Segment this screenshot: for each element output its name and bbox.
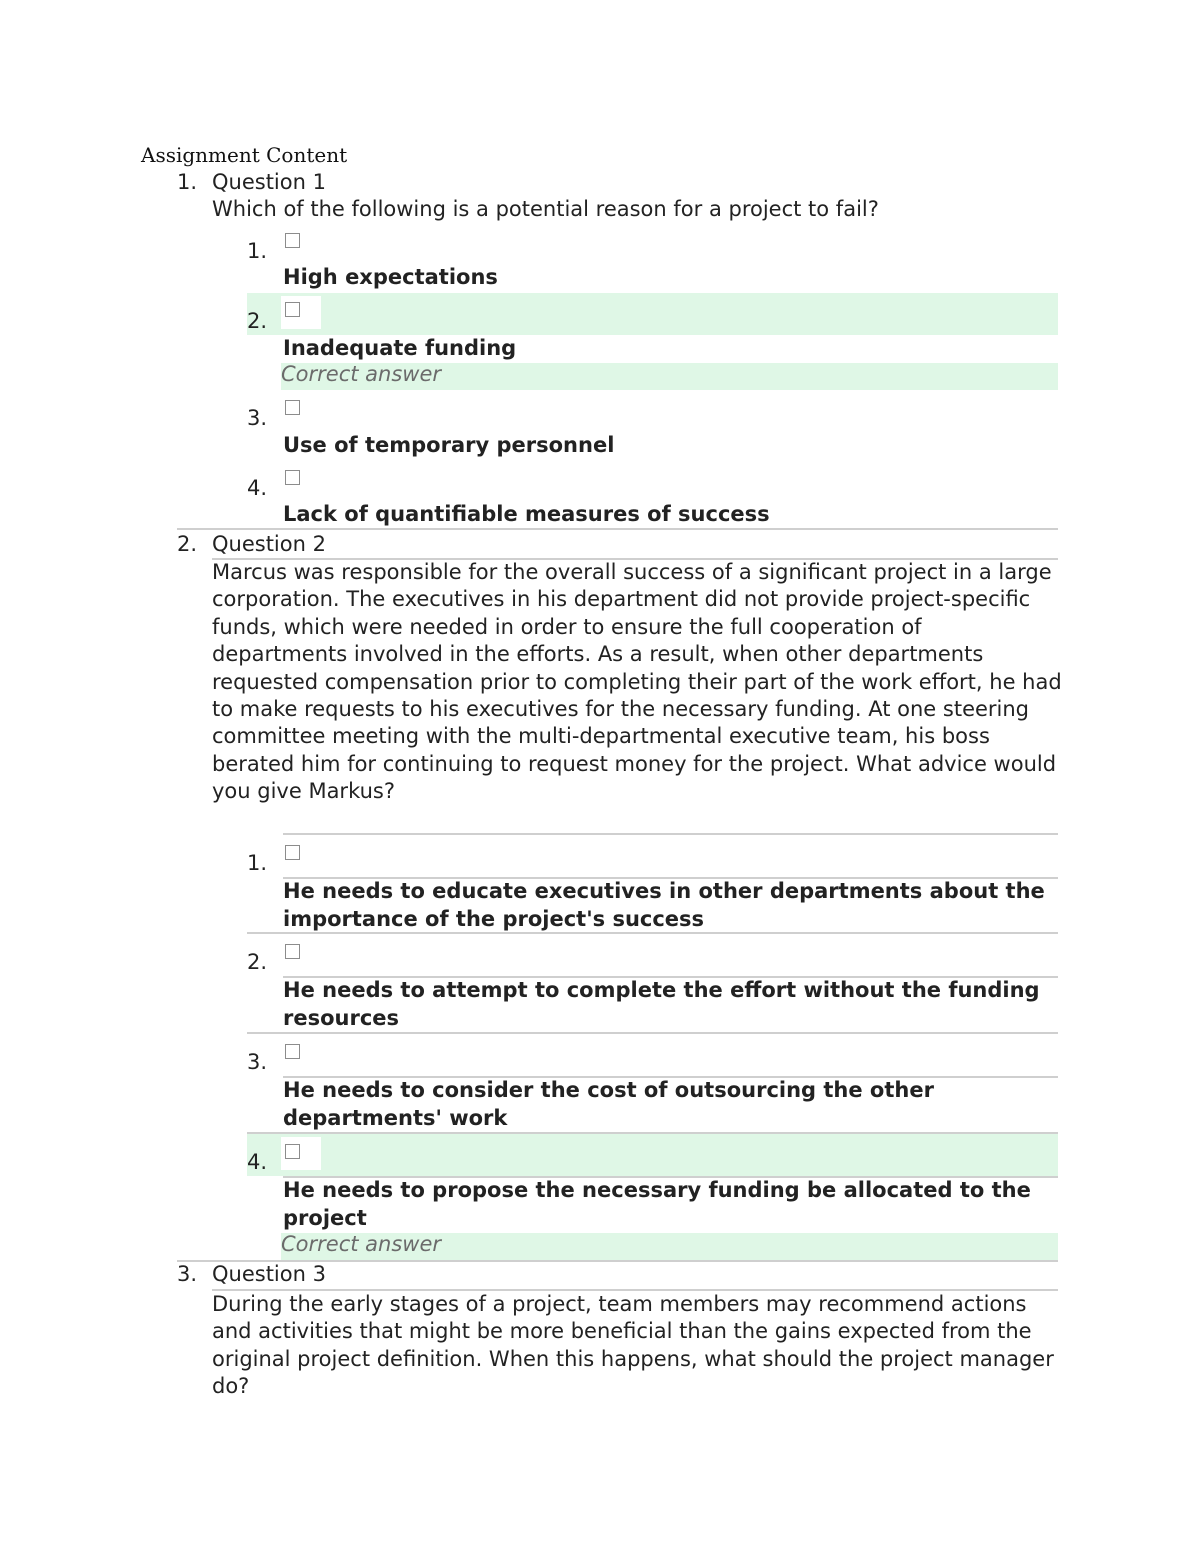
question-text: Which of the following is a potential reason for a project to fail? bbox=[212, 197, 879, 221]
divider bbox=[283, 833, 1058, 835]
option-label: He needs to consider the cost of outsourcing the other departments' work bbox=[283, 1078, 934, 1130]
question-title: Question 2 bbox=[212, 532, 326, 556]
divider bbox=[177, 528, 1058, 530]
divider bbox=[247, 1032, 1058, 1034]
option-checkbox[interactable] bbox=[285, 233, 300, 248]
option-checkbox[interactable] bbox=[285, 1044, 300, 1059]
option-number: 4. bbox=[247, 1150, 268, 1174]
option-number: 3. bbox=[247, 1050, 268, 1074]
question-number: 2. bbox=[177, 532, 198, 556]
option-checkbox[interactable] bbox=[285, 845, 300, 860]
option-number: 1. bbox=[247, 239, 268, 263]
assignment-heading: Assignment Content bbox=[141, 143, 348, 167]
option-label: Lack of quantifiable measures of success bbox=[283, 502, 770, 526]
option-number: 2. bbox=[247, 950, 268, 974]
option-checkbox[interactable] bbox=[285, 400, 300, 415]
option-label: Inadequate funding bbox=[283, 336, 517, 360]
correct-option-highlight bbox=[247, 293, 1058, 335]
option-checkbox[interactable] bbox=[285, 302, 300, 317]
question-text: Marcus was responsible for the overall success of a significant project in a large corporation. The executives in his department did not provide project-specific funds, which were needed in order to ensure the full cooperation of departments involved in the efforts. As a result, when other departments requested compensation prior to completing their part of the work effort, he had to make requests to his executives for the necessary funding. At one steering committee meeting with the multi-departmental executive team, his boss berated him for continuing to request money for the project. What advice would you give Markus? bbox=[212, 560, 1062, 804]
question-title: Question 3 bbox=[212, 1262, 326, 1286]
option-label: High expectations bbox=[283, 265, 498, 289]
divider bbox=[247, 932, 1058, 934]
option-label: He needs to propose the necessary funding be allocated to the project bbox=[283, 1178, 1031, 1230]
correct-answer-label: Correct answer bbox=[281, 1232, 442, 1256]
option-number: 2. bbox=[247, 309, 268, 333]
option-label: He needs to attempt to complete the effort without the funding resources bbox=[283, 978, 1040, 1030]
option-number: 1. bbox=[247, 851, 268, 875]
correct-option-highlight bbox=[247, 1134, 1058, 1176]
option-label: He needs to educate executives in other departments about the importance of the project's success bbox=[283, 879, 1045, 931]
question-text: During the early stages of a project, team members may recommend actions and activities that might be more beneficial than the gains expected from the original project definition. When this happens, what should the project manager do? bbox=[212, 1292, 1054, 1399]
option-number: 4. bbox=[247, 476, 268, 500]
option-checkbox[interactable] bbox=[285, 470, 300, 485]
option-checkbox[interactable] bbox=[285, 1144, 300, 1159]
option-checkbox[interactable] bbox=[285, 944, 300, 959]
question-number: 3. bbox=[177, 1262, 198, 1286]
option-label: Use of temporary personnel bbox=[283, 433, 615, 457]
question-title: Question 1 bbox=[212, 170, 326, 194]
option-number: 3. bbox=[247, 406, 268, 430]
question-number: 1. bbox=[177, 170, 198, 194]
correct-answer-label: Correct answer bbox=[281, 362, 442, 386]
